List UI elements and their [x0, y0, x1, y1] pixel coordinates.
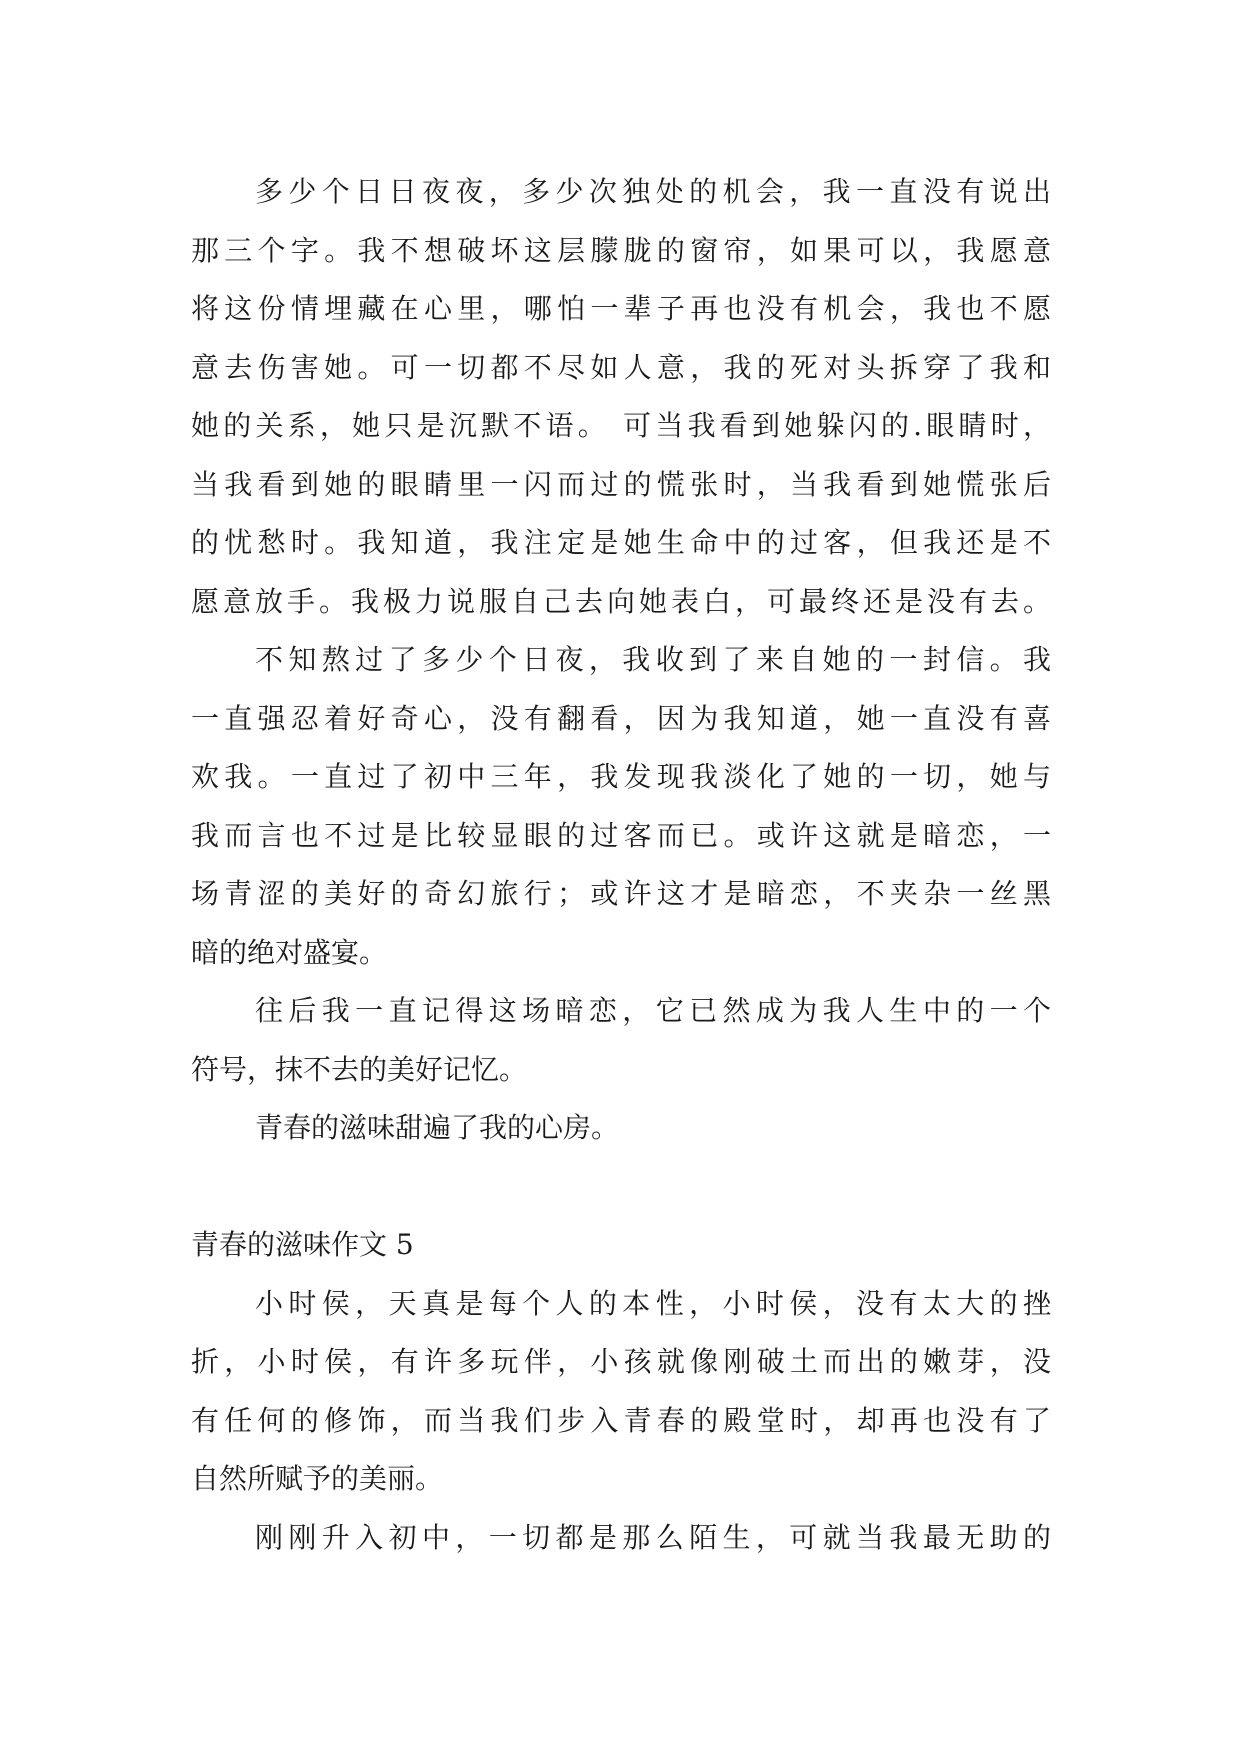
- text-line: 青春的滋味甜遍了我的心房。: [255, 1111, 620, 1144]
- text-line: 的忧愁时。我知道，我注定是她生命中的过客，但我还是不: [191, 526, 1051, 559]
- paragraph: [191, 1275, 1051, 1509]
- paragraph: [191, 1509, 1051, 1568]
- paragraph: [191, 982, 1051, 1099]
- text-line: 往后我一直记得这场暗恋，它已然成为我人生中的一个: [255, 994, 1051, 1027]
- text-line: 自然所赋予的美丽。: [191, 1462, 444, 1495]
- text-line: 有任何的修饰，而当我们步入青春的殿堂时，却再也没有了: [191, 1403, 1051, 1437]
- text-line: 那三个字。我不想破坏这层朦胧的窗帘，如果可以，我愿意: [191, 233, 1051, 267]
- text-line: 意去伤害她。可一切都不尽如人意，我的死对头拆穿了我和: [191, 350, 1051, 384]
- text-line: 暗的绝对盛宴。: [191, 935, 388, 969]
- text-line: 折，小时侯，有许多玩伴，小孩就像刚破土而出的嫩芽，没: [191, 1345, 1051, 1378]
- text-line: 当我看到她的眼睛里一闪而过的慌张时，当我看到她慌张后: [191, 467, 1051, 501]
- text-line: 她的关系，她只是沉默不语。 可当我看到她躲闪的.眼睛时，: [191, 409, 1051, 442]
- text-line: 小时侯，天真是每个人的本性，小时侯，没有太大的挫: [255, 1286, 1051, 1320]
- text-line: 多少个日日夜夜，多少次独处的机会，我一直没有说出: [255, 175, 1051, 208]
- section-heading: 青春的滋味作文 5: [191, 1228, 414, 1261]
- text-line: 愿意放手。我极力说服自己去向她表白，可最终还是没有去。: [191, 584, 1051, 618]
- paragraph: [191, 163, 1051, 631]
- text-line: 场青涩的美好的奇幻旅行；或许这才是暗恋，不夹杂一丝黑: [191, 877, 1051, 910]
- document-body: [191, 163, 1051, 1567]
- text-line: 一直强忍着好奇心，没有翻看，因为我知道，她一直没有喜: [191, 701, 1051, 735]
- text-line: 符号，抹不去的美好记忆。: [191, 1052, 528, 1086]
- paragraph: [191, 631, 1051, 982]
- text-line: 欢我。一直过了初中三年，我发现我淡化了她的一切，她与: [191, 760, 1051, 793]
- text-line: 将这份情埋藏在心里，哪怕一辈子再也没有机会，我也不愿: [191, 292, 1051, 325]
- paragraph-spacer: [191, 1158, 1051, 1217]
- text-line: 不知熬过了多少个日夜，我收到了来自她的一封信。我: [255, 643, 1051, 676]
- text-line: 我而言也不过是比较显眼的过客而已。或许这就是暗恋，一: [191, 818, 1051, 852]
- text-line: 刚刚升入初中，一切都是那么陌生，可就当我最无助的: [255, 1520, 1051, 1554]
- paragraph: [191, 1099, 1051, 1158]
